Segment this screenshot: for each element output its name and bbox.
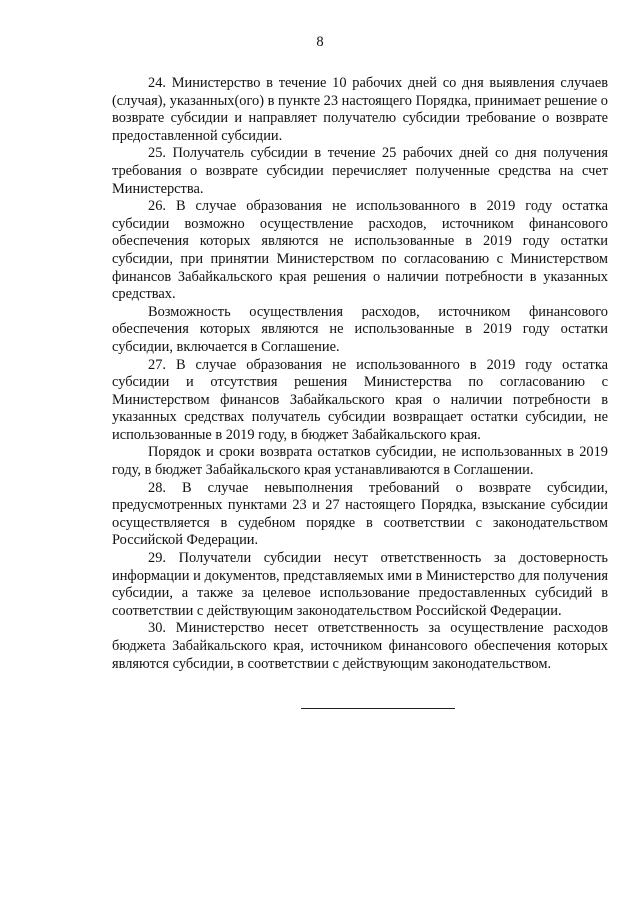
clause-26-continuation: Возможность осуществления расходов, источником финансового обеспечения которых являются не использованные в 2019 году остатки субсидии, включается в Соглашение. [112, 303, 608, 355]
page-number: 8 [316, 34, 324, 50]
clause-27-continuation: Порядок и сроки возврата остатков субсидии, не использованных в 2019 году, в бюджет Забайкальского края устанавливаются в Соглашении. [112, 444, 608, 479]
clause-26: 26. В случае образования не использованного в 2019 году остатка субсидии возможно осуществление расходов, источником финансового обеспечения которых являются не использованные в 2019 году остатки субсидии, при принятии Министерством по согласованию с Министерством финансов Забайкальского края решения о наличии потребности в указанных средствах. [112, 198, 608, 303]
clause-27: 27. В случае образования не использованного в 2019 году остатка субсидии и отсутствия решения Министерства по согласованию с Министерством финансов Забайкальского края о наличии потребности в указанных средствах получатель субсидии возвращает остатки субсидии, не использованные в 2019 году, в бюджет Забайкальского края. [112, 356, 608, 443]
clause-25: 25. Получатель субсидии в течение 25 рабочих дней со дня получения требования о возврате субсидии перечисляет полученные средства на счет Министерства. [112, 145, 608, 197]
clause-24: 24. Министерство в течение 10 рабочих дней со дня выявления случаев (случая), указанных(ого) в пункте 23 настоящего Порядка, принимает решение о возврате субсидии и направляет получателю субсидии требование о возврате предоставленной субсидии. [112, 75, 608, 144]
clause-30: 30. Министерство несет ответственность за осуществление расходов бюджета Забайкальского края, источником финансового обеспечения которых являются субсидии, в соответствии с действующим законодательством. [112, 620, 608, 672]
document-body [112, 75, 608, 673]
end-of-document-rule [301, 708, 455, 709]
clause-29: 29. Получатели субсидии несут ответственность за достоверность информации и документов, представляемых ими в Министерство для получения субсидии, а также за целевое использование предоставленных субсидий в соответствии с действующим законодательством Российской Федерации. [112, 550, 608, 619]
clause-28: 28. В случае невыполнения требований о возврате субсидии, предусмотренных пунктами 23 и 27 настоящего Порядка, взыскание субсидии осуществляется в судебном порядке в соответствии с законодательством Российской Федерации. [112, 479, 608, 549]
